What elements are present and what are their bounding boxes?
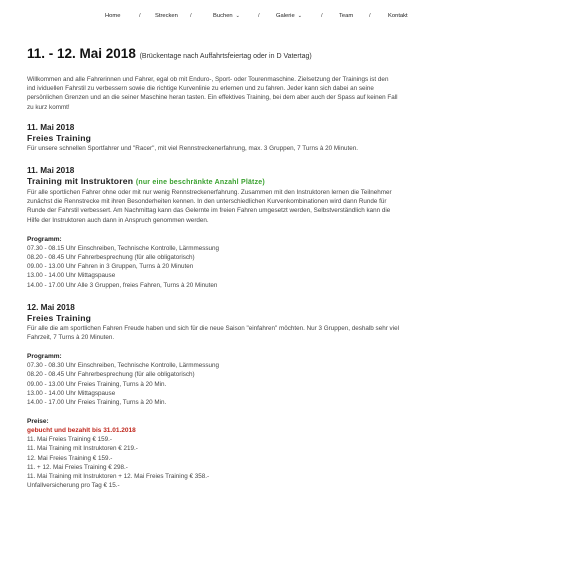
section-title — [27, 176, 552, 188]
nav-kontakt[interactable]: Kontakt — [388, 13, 408, 19]
nav-separator: / — [139, 13, 141, 19]
page-subtitle: (Brückentage nach Auffahrtsfeiertag oder in D Vatertag) — [139, 53, 312, 60]
nav-galerie-label: Galerie — [276, 13, 295, 19]
program-item: 08.20 - 08.45 Uhr Fahrerbesprechung (für alle obligatorisch) — [27, 371, 195, 379]
nav-separator: / — [369, 13, 371, 19]
limited-places-note: (nur eine beschränkte Anzahl Plätze) — [135, 179, 265, 187]
price-item: Unfallversicherung pro Tag € 15.- — [27, 482, 120, 490]
nav-team[interactable]: Team — [339, 13, 354, 19]
price-item: 11. + 12. Mai Freies Training € 298.- — [27, 463, 128, 471]
prices-section — [27, 417, 552, 490]
section-title-text: Training mit Instruktoren — [27, 176, 134, 187]
intro-line: zu kurz kommt! — [27, 103, 70, 111]
program-item: 09.00 - 13.00 Uhr Fahren in 3 Gruppen, Turns à 20 Minuten — [27, 263, 194, 271]
intro-paragraph — [27, 75, 552, 112]
section-text-line: Für alle die am sportlichen Fahren Freude haben und sich für die neue Saison "einfahren" möchten. Nur 3 Gruppen, deshalb sehr viel — [27, 324, 400, 332]
section-instructor-training — [27, 165, 552, 290]
section-free-training-11 — [27, 122, 552, 153]
nav-buchen[interactable] — [213, 13, 240, 19]
program-label: Programm: — [27, 235, 62, 243]
nav-galerie[interactable] — [276, 13, 302, 19]
nav-home[interactable]: Home — [105, 13, 121, 19]
price-item: 12. Mai Freies Training € 159.- — [27, 454, 113, 462]
section-date: 11. Mai 2018 — [27, 122, 75, 132]
section-text-line: Fahrzeit, 7 Turns à 20 Minuten. — [27, 334, 115, 342]
nav-buchen-label: Buchen — [213, 13, 233, 19]
intro-line: Willkommen and alle Fahrerinnen und Fahrer, egal ob mit Enduro-, Sport- oder Tourenmaschine. Zielsetzung der Trainings ist den — [27, 76, 389, 83]
program-item: 14.00 - 17.00 Uhr Freies Training, Turns à 20 Min. — [27, 399, 167, 407]
price-item: 11. Mai Training mit Instruktoren + 12. Mai Freies Training € 358.- — [27, 473, 210, 481]
prices-label: Preise: — [27, 418, 49, 426]
nav-separator: / — [321, 13, 323, 19]
program-item: 07.30 - 08.15 Uhr Einschreiben, Technische Kontrolle, Lärmmessung — [27, 244, 220, 252]
section-text-line: Runde der Fahrstil verbessert. Am Nachmittag kann das Gelernte im freien Fahren umgesetzt werden, Selbstverständlich kann die — [27, 207, 391, 215]
section-text-line: zunächst die Rennstrecke mit ihren Besonderheiten kennen. In den unterschiedlichen Kurvenkombinationen wird dann Runde für — [27, 198, 387, 206]
section-text: Für unsere schnellen Sportfahrer und "Racer", mit viel Rennstreckenerfahrung, max. 3 Gruppen, 7 Turns à 20 Minuten. — [27, 144, 359, 152]
program-item: 07.30 - 08.30 Uhr Einschreiben, Technische Kontrolle, Lärmmessung — [27, 362, 220, 370]
section-title: Freies Training — [27, 132, 92, 143]
program-item: 13.00 - 14.00 Uhr Mittagspause — [27, 272, 116, 280]
page-title — [27, 46, 552, 65]
nav-separator: / — [190, 13, 192, 19]
price-deadline: gebucht und bezahlt bis 31.01.2018 — [27, 427, 136, 435]
intro-line: ind ividuellen Fahrstil zu verbessern sowie die richtige Kurvenlinie zu erlernen und zu fahren. Jeder kann sich dabei an seine — [27, 85, 374, 93]
section-free-training-12 — [27, 302, 552, 407]
program-item: 14.00 - 17.00 Uhr Alle 3 Gruppen, freies Fahren, Turns à 20 Minuten — [27, 281, 218, 289]
price-item: 11. Mai Training mit Instruktoren € 219.- — [27, 445, 138, 453]
page-title-text: 11. - 12. Mai 2018 — [27, 46, 136, 61]
top-nav — [0, 13, 561, 27]
section-text-line: Hilfe der Instruktoren auch dann in Anspruch genommen werden. — [27, 216, 209, 224]
section-date: 12. Mai 2018 — [27, 302, 75, 312]
nav-separator: / — [258, 13, 260, 19]
program-label: Programm: — [27, 353, 62, 361]
program-item: 13.00 - 14.00 Uhr Mittagspause — [27, 389, 116, 397]
chevron-down-icon: ⌄ — [297, 13, 302, 19]
section-date: 11. Mai 2018 — [27, 166, 75, 176]
main-content — [27, 46, 552, 490]
price-item: 11. Mai Freies Training € 159.- — [27, 436, 112, 444]
section-text-line: Für alle sportlichen Fahrer ohne oder mit nur wenig Rennstreckenerfahrung. Zusammen mit den Instruktoren lernen die Teilnehmer — [27, 189, 392, 197]
program-item: 08.20 - 08.45 Uhr Fahrerbesprechung (für alle obligatorisch) — [27, 254, 195, 262]
chevron-down-icon: ⌄ — [235, 13, 240, 19]
section-title: Freies Training — [27, 312, 92, 323]
nav-strecken[interactable]: Strecken — [155, 13, 178, 19]
intro-line: persönlichen Grenzen und an die seiner Maschine heran tasten. Ein effektives Training, bei dem aber auch der Spass auf keinen Fall — [27, 94, 398, 102]
program-item: 09.00 - 13.00 Uhr Freies Training, Turns à 20 Min. — [27, 380, 167, 388]
